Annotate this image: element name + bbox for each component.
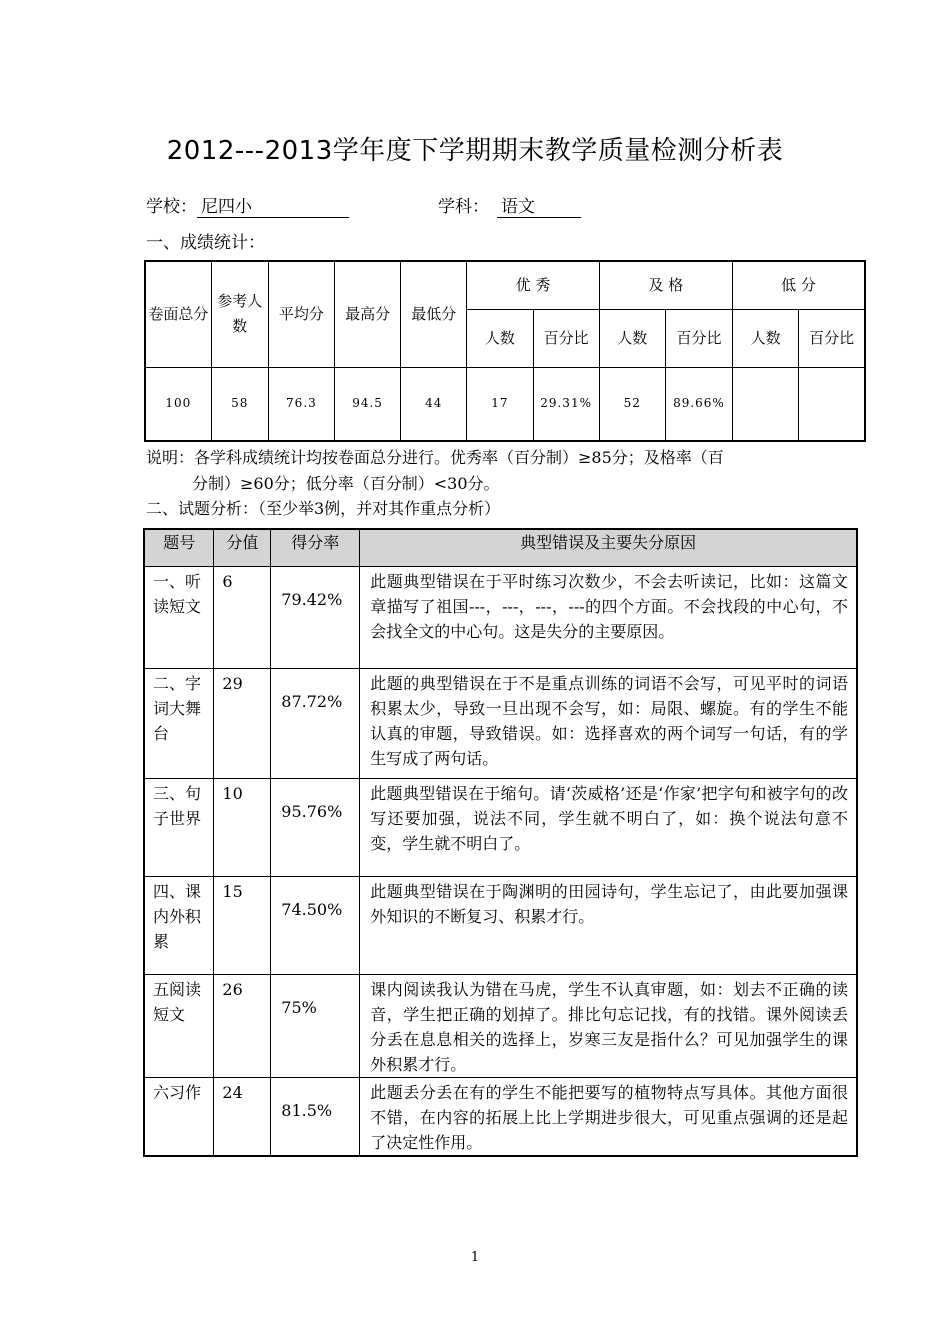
header-participants: 参考人数	[211, 261, 268, 367]
row-rate: 87.72%	[271, 669, 360, 779]
note-line-1: 说明：各学科成绩统计均按卷面总分进行。优秀率（百分制）≥85分；及格率（百	[146, 448, 724, 467]
row-score: 6	[214, 567, 271, 669]
value-excellent-count: 17	[467, 367, 533, 441]
row-errors: 此题的典型错误在于不是重点训练的词语不会写，可见平时的词语积累太少，导致一旦出现不会写，如：局限、螺旋。有的学生不能认真的审题，导致错误。如：选择喜欢的两个词写一句话，有的学生写成了两句话。	[360, 669, 857, 779]
row-score: 24	[214, 1078, 271, 1157]
value-excellent-percent: 29.31%	[533, 367, 599, 441]
header-pass-count: 人数	[599, 309, 665, 367]
header-pass: 及 格	[599, 261, 732, 309]
header-total: 卷面总分	[145, 261, 211, 367]
value-pass-percent: 89.66%	[665, 367, 732, 441]
row-question: 五阅读短文	[144, 975, 214, 1078]
header-excellent-percent: 百分比	[533, 309, 599, 367]
row-question: 四、课内外积累	[144, 877, 214, 975]
header-excellent: 优 秀	[467, 261, 599, 309]
header-question: 题号	[144, 529, 214, 567]
section1-title: 一、成绩统计：	[146, 233, 265, 253]
note	[146, 445, 826, 497]
header-highest: 最高分	[335, 261, 401, 367]
school-label: 学校：	[146, 197, 197, 217]
note-line-2: 分制）≥60分；低分率（百分制）<30分。	[192, 474, 500, 493]
row-question: 六习作	[144, 1078, 214, 1157]
row-errors: 此题丢分丢在有的学生不能把要写的植物特点写具体。其他方面很不错，在内容的拓展上比上学期进步很大，可见重点强调的还是起了决定性作用。	[360, 1078, 857, 1157]
subject-field	[438, 192, 581, 218]
row-rate: 95.76%	[271, 779, 360, 877]
row-question: 二、字词大舞台	[144, 669, 214, 779]
subject-value: 语文	[497, 192, 581, 218]
row-rate: 79.42%	[271, 567, 360, 669]
row-rate: 75%	[271, 975, 360, 1078]
school-value: 尼四小	[197, 192, 349, 218]
page-number: 1	[470, 1250, 480, 1265]
value-low-percent	[799, 367, 865, 441]
row-errors: 此题典型错误在于缩句。请‘茨威格’还是‘作家’把字句和被字句的改写还要加强，说法不同，学生就不明白了，如：换个说法句意不变，学生就不明白了。	[360, 779, 857, 877]
row-score: 26	[214, 975, 271, 1078]
value-average: 76.3	[268, 367, 334, 441]
subject-label: 学科：	[438, 197, 489, 217]
table-row	[144, 779, 857, 877]
page-title: 2012---2013学年度下学期期末教学质量检测分析表	[166, 136, 784, 166]
score-table	[144, 260, 866, 442]
row-score: 15	[214, 877, 271, 975]
table-row	[144, 975, 857, 1078]
value-highest: 94.5	[335, 367, 401, 441]
row-question: 三、句子世界	[144, 779, 214, 877]
value-low-count	[733, 367, 799, 441]
header-excellent-count: 人数	[467, 309, 533, 367]
header-low: 低 分	[733, 261, 865, 309]
table-row	[144, 567, 857, 669]
row-rate: 81.5%	[271, 1078, 360, 1157]
row-score: 29	[214, 669, 271, 779]
table-row	[144, 669, 857, 779]
row-rate: 74.50%	[271, 877, 360, 975]
table-row	[144, 1078, 857, 1157]
analysis-table	[143, 528, 858, 1157]
row-errors: 此题典型错误在于平时练习次数少，不会去听读记，比如：这篇文章描写了祖国---，---，---，---的四个方面。不会找段的中心句，不会找全文的中心句。这是失分的主要原因。	[360, 567, 857, 669]
value-lowest: 44	[401, 367, 467, 441]
header-low-percent: 百分比	[799, 309, 865, 367]
header-pass-percent: 百分比	[665, 309, 732, 367]
value-total: 100	[145, 367, 211, 441]
header-rate: 得分率	[271, 529, 360, 567]
header-lowest: 最低分	[401, 261, 467, 367]
row-errors: 此题典型错误在于陶渊明的田园诗句，学生忘记了，由此要加强课外知识的不断复习、积累才行。	[360, 877, 857, 975]
header-low-count: 人数	[733, 309, 799, 367]
section2-title: 二、试题分析：（至少举3例，并对其作重点分析）	[146, 499, 501, 518]
header-average: 平均分	[268, 261, 334, 367]
header-score: 分值	[214, 529, 271, 567]
value-participants: 58	[211, 367, 268, 441]
row-question: 一、听读短文	[144, 567, 214, 669]
row-errors: 课内阅读我认为错在马虎，学生不认真审题，如：划去不正确的读音，学生把正确的划掉了。排比句忘记找，有的找错。课外阅读丢分丢在息息相关的选择上，岁寒三友是指什么？可见加强学生的课外积累才行。	[360, 975, 857, 1078]
table-row	[144, 877, 857, 975]
header-errors: 典型错误及主要失分原因	[360, 529, 857, 567]
row-score: 10	[214, 779, 271, 877]
value-pass-count: 52	[599, 367, 665, 441]
school-field	[146, 192, 349, 218]
